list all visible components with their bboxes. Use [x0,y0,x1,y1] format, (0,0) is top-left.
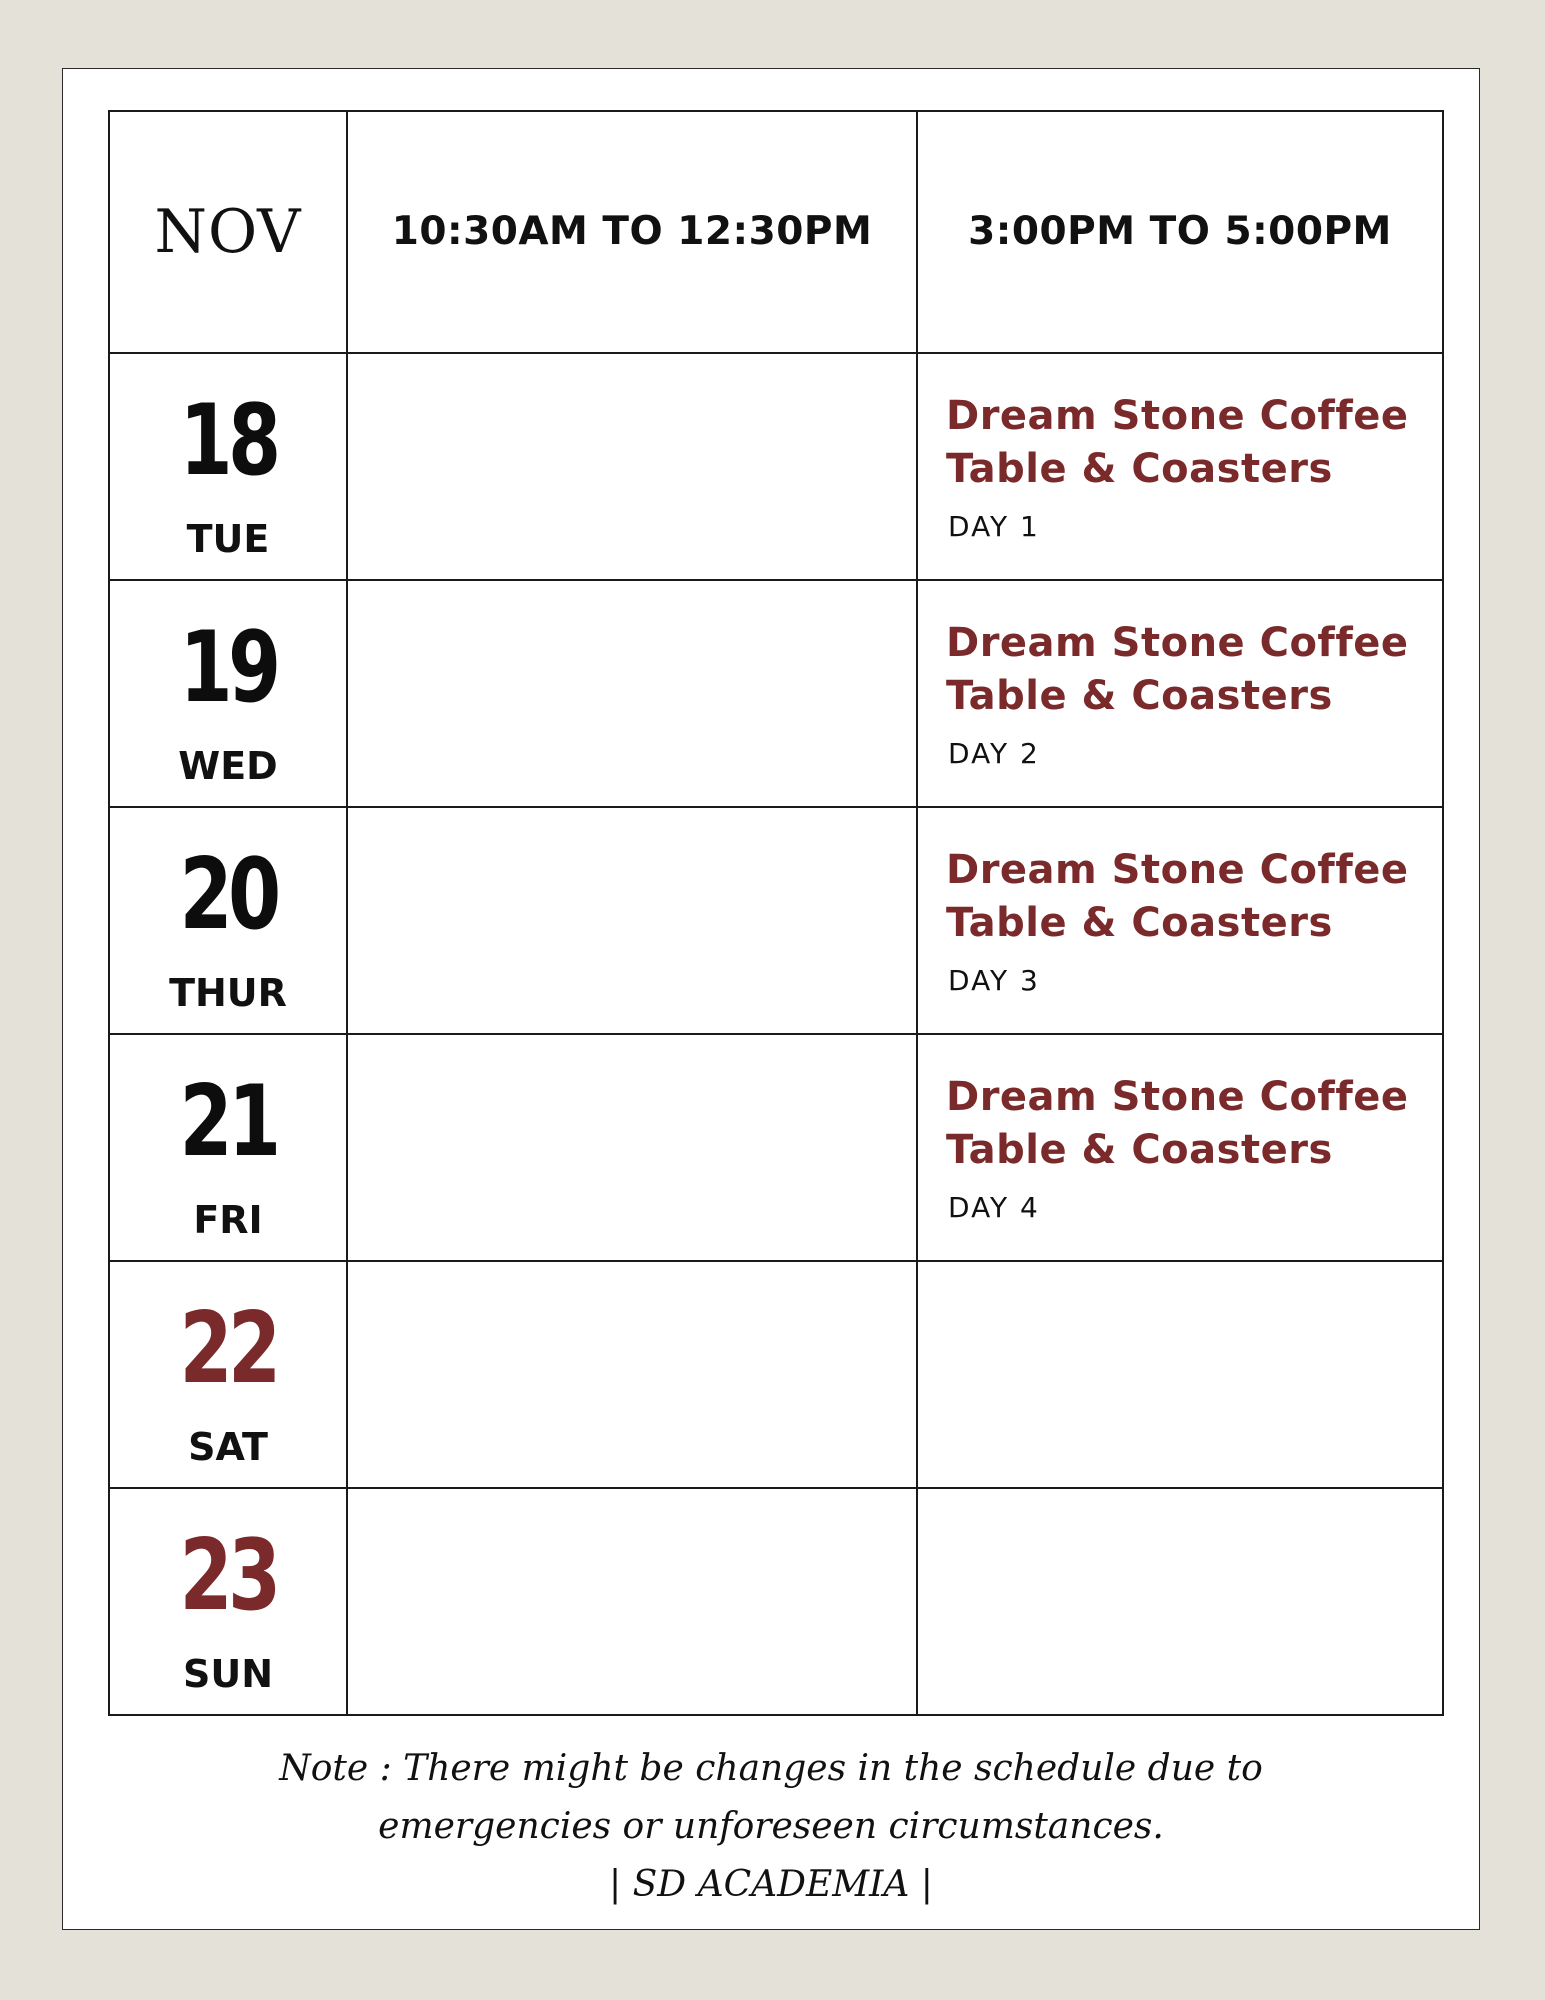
weekday-label: SAT [188,1425,268,1469]
date-cell [109,1488,347,1715]
event-title: Dream Stone Coffee Table & Coasters [946,620,1409,719]
date-cell [109,353,347,580]
date-number: 18 [179,384,277,498]
date-cell [109,1034,347,1261]
afternoon-slot-cell [917,580,1443,807]
day-row [109,1261,1443,1488]
schedule-table [108,110,1444,1716]
day-row [109,353,1443,580]
date-number: 23 [179,1519,277,1633]
event-entry [946,844,1432,997]
morning-slot-cell [347,1488,917,1715]
date-number: 19 [179,611,277,725]
date-cell [109,1261,347,1488]
weekday-label: TUE [186,517,270,561]
note-line-1: Note : There might be changes in the schedule due to [279,1748,1263,1789]
day-row [109,580,1443,807]
weekday-label: WED [178,744,278,788]
weekday-label: SUN [182,1652,274,1696]
event-day-label: DAY 3 [948,964,1040,997]
date-cell [109,580,347,807]
event-title: Dream Stone Coffee Table & Coasters [946,1074,1409,1173]
morning-slot-label: 10:30AM TO 12:30PM [391,209,873,254]
afternoon-slot-cell [917,1261,1443,1488]
date-cell [109,807,347,1034]
date-number: 21 [179,1065,277,1179]
date-number: 20 [179,838,277,952]
day-row [109,807,1443,1034]
afternoon-slot-header [917,111,1443,353]
event-day-label: DAY 2 [948,737,1040,770]
day-row [109,1034,1443,1261]
event-entry [946,1071,1432,1224]
afternoon-slot-label: 3:00PM TO 5:00PM [968,209,1392,254]
morning-slot-cell [347,1261,917,1488]
date-number: 22 [179,1292,277,1406]
event-day-label: DAY 1 [948,510,1040,543]
note-line-2: emergencies or unforeseen circumstances. [378,1806,1164,1847]
month-cell [109,111,347,353]
morning-slot-cell [347,1034,917,1261]
weekday-label: THUR [169,971,287,1015]
event-entry [946,390,1432,543]
afternoon-slot-cell [917,1034,1443,1261]
weekday-label: FRI [193,1198,263,1242]
morning-slot-cell [347,807,917,1034]
afternoon-slot-cell [917,807,1443,1034]
afternoon-slot-cell [917,353,1443,580]
morning-slot-cell [347,580,917,807]
event-title: Dream Stone Coffee Table & Coasters [946,393,1409,492]
month-label: NOV [154,197,302,267]
day-row [109,1488,1443,1715]
header-row [109,111,1443,353]
schedule-note [62,1740,1480,1914]
note-signature: | SD ACADEMIA | [609,1864,933,1905]
morning-slot-cell [347,353,917,580]
event-day-label: DAY 4 [948,1191,1040,1224]
event-title: Dream Stone Coffee Table & Coasters [946,847,1409,946]
afternoon-slot-cell [917,1488,1443,1715]
event-entry [946,617,1432,770]
morning-slot-header [347,111,917,353]
